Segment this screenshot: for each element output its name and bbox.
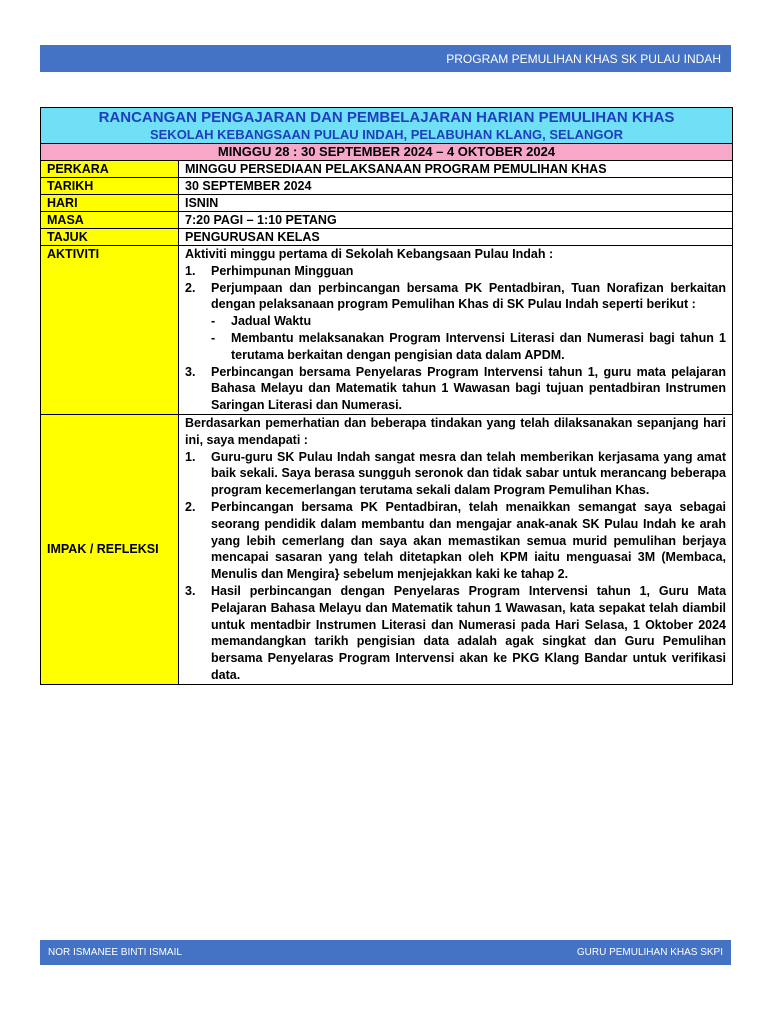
lesson-plan-table: [40, 107, 733, 685]
school-name: SEKOLAH KEBANGSAAN PULAU INDAH, PELABUHAN KLANG, SELANGOR: [149, 127, 624, 142]
sublist-item: [211, 313, 726, 330]
list-number: 1.: [185, 449, 196, 464]
aktiviti-intro: Aktiviti minggu pertama di Sekolah Kebangsaan Pulau Indah :: [185, 247, 554, 261]
list-item: [185, 364, 726, 414]
value-tajuk: PENGURUSAN KELAS: [179, 229, 733, 246]
list-text: Perbincangan bersama PK Pentadbiran, telah menaikkan semangat saya sebagai seorang pendidik dalam membantu dan mengajar anak-anak SK Pulau Indah ke arah yang lebih cemerlang dan saya akan memastikan semua murid pemulihan berjaya mencapai sasaran yang telah ditetapkan oleh KPM iaitu menguasai 3M (Membaca, Menulis dan Mengira} sebelum menjejakkan kaki ke tahap 2.: [211, 499, 727, 582]
label-masa: MASA: [41, 212, 179, 229]
header-bar: [40, 45, 731, 72]
list-item: [185, 499, 726, 583]
label-impak: IMPAK / REFLEKSI: [41, 414, 179, 684]
value-hari: ISNIN: [179, 195, 733, 212]
list-text: Hasil perbincangan dengan Penyelaras Program Intervensi tahun 1, Guru Mata Pelajaran Bahasa Melayu dan Matematik tahun 1 Wawasan, kata sepakat telah diambil untuk mentadbir Instrumen Literasi dan Numerasi pada Hari Selasa, 1 Oktober 2024 memandangkan tarikh pengisian data adalah agak singkat dan Guru Pemulihan bersama Penyelaras Program Intervensi akan ke PKG Klang Bandar untuk verifikasi data.: [211, 583, 727, 682]
label-perkara: PERKARA: [41, 161, 179, 178]
sublist-item: [211, 330, 726, 364]
week-row: [41, 144, 733, 161]
footer-role: GURU PEMULIHAN KHAS SKPI: [576, 947, 723, 958]
label-aktiviti: AKTIVITI: [41, 246, 179, 415]
list-text: Guru-guru SK Pulau Indah sangat mesra dan telah memberikan kerjasama yang amat baik sekali. Saya berasa sungguh seronok dan tidak sabar untuk merancang beberapa program kecemerlangan terutama sekali dalam Program Pemulihan Khas.: [211, 449, 727, 498]
impak-list: [185, 449, 726, 684]
row-impak: [41, 414, 733, 684]
list-number: 3.: [185, 364, 196, 379]
row-tarikh: [41, 178, 733, 195]
footer-author: NOR ISMANEE BINTI ISMAIL: [48, 947, 182, 958]
sublist-text: Jadual Waktu: [231, 314, 312, 329]
list-item: [185, 449, 726, 499]
footer-bar: [40, 940, 731, 965]
value-tarikh: 30 SEPTEMBER 2024: [179, 178, 733, 195]
list-item: [185, 263, 726, 280]
week-label: MINGGU 28 : 30 SEPTEMBER 2024 – 4 OKTOBER 2024: [41, 144, 733, 161]
sublist-text: Membantu melaksanakan Program Intervensi Literasi dan Numerasi bagi tahun 1 terutama berkaitan dengan pengisian data dalam APDM.: [231, 330, 727, 362]
impak-intro: Berdasarkan pemerhatian dan beberapa tindakan yang telah dilaksanakan sepanjang hari ini, saya mendapati :: [185, 415, 727, 447]
header-text: PROGRAM PEMULIHAN KHAS SK PULAU INDAH: [446, 51, 721, 66]
list-number: 1.: [185, 263, 196, 278]
aktiviti-sublist: [211, 313, 726, 363]
impak-content: [179, 414, 733, 684]
dash-marker: -: [211, 314, 216, 329]
label-tarikh: TARIKH: [41, 178, 179, 195]
aktiviti-list: [185, 263, 726, 313]
label-tajuk: TAJUK: [41, 229, 179, 246]
row-tajuk: [41, 229, 733, 246]
list-number: 3.: [185, 583, 196, 598]
title-row: [41, 108, 733, 144]
list-number: 2.: [185, 499, 196, 514]
list-item: [185, 583, 726, 684]
title-cell: [41, 108, 733, 144]
value-perkara: MINGGU PERSEDIAAN PELAKSANAAN PROGRAM PEMULIHAN KHAS: [179, 161, 733, 178]
dash-marker: -: [211, 330, 216, 345]
aktiviti-list-continued: [185, 364, 726, 414]
list-text: Perbincangan bersama Penyelaras Program Intervensi tahun 1, guru mata pelajaran Bahasa Melayu dan Matematik tahun 1 Wawasan bagi tujuan pentadbiran Instrumen Saringan Literasi dan Numerasi.: [211, 364, 727, 413]
row-perkara: [41, 161, 733, 178]
aktiviti-content: [179, 246, 733, 415]
row-masa: [41, 212, 733, 229]
label-hari: HARI: [41, 195, 179, 212]
list-text: Perjumpaan dan perbincangan bersama PK Pentadbiran, Tuan Norafizan berkaitan dengan pelaksanaan program Pemulihan Khas di SK Pulau Indah seperti berikut :: [211, 280, 727, 312]
list-number: 2.: [185, 280, 196, 295]
row-aktiviti: [41, 246, 733, 415]
list-text: Perhimpunan Mingguan: [211, 263, 354, 278]
value-masa: 7:20 PAGI – 1:10 PETANG: [179, 212, 733, 229]
row-hari: [41, 195, 733, 212]
document-title: RANCANGAN PENGAJARAN DAN PEMBELAJARAN HARIAN PEMULIHAN KHAS: [98, 109, 675, 126]
list-item: [185, 280, 726, 314]
